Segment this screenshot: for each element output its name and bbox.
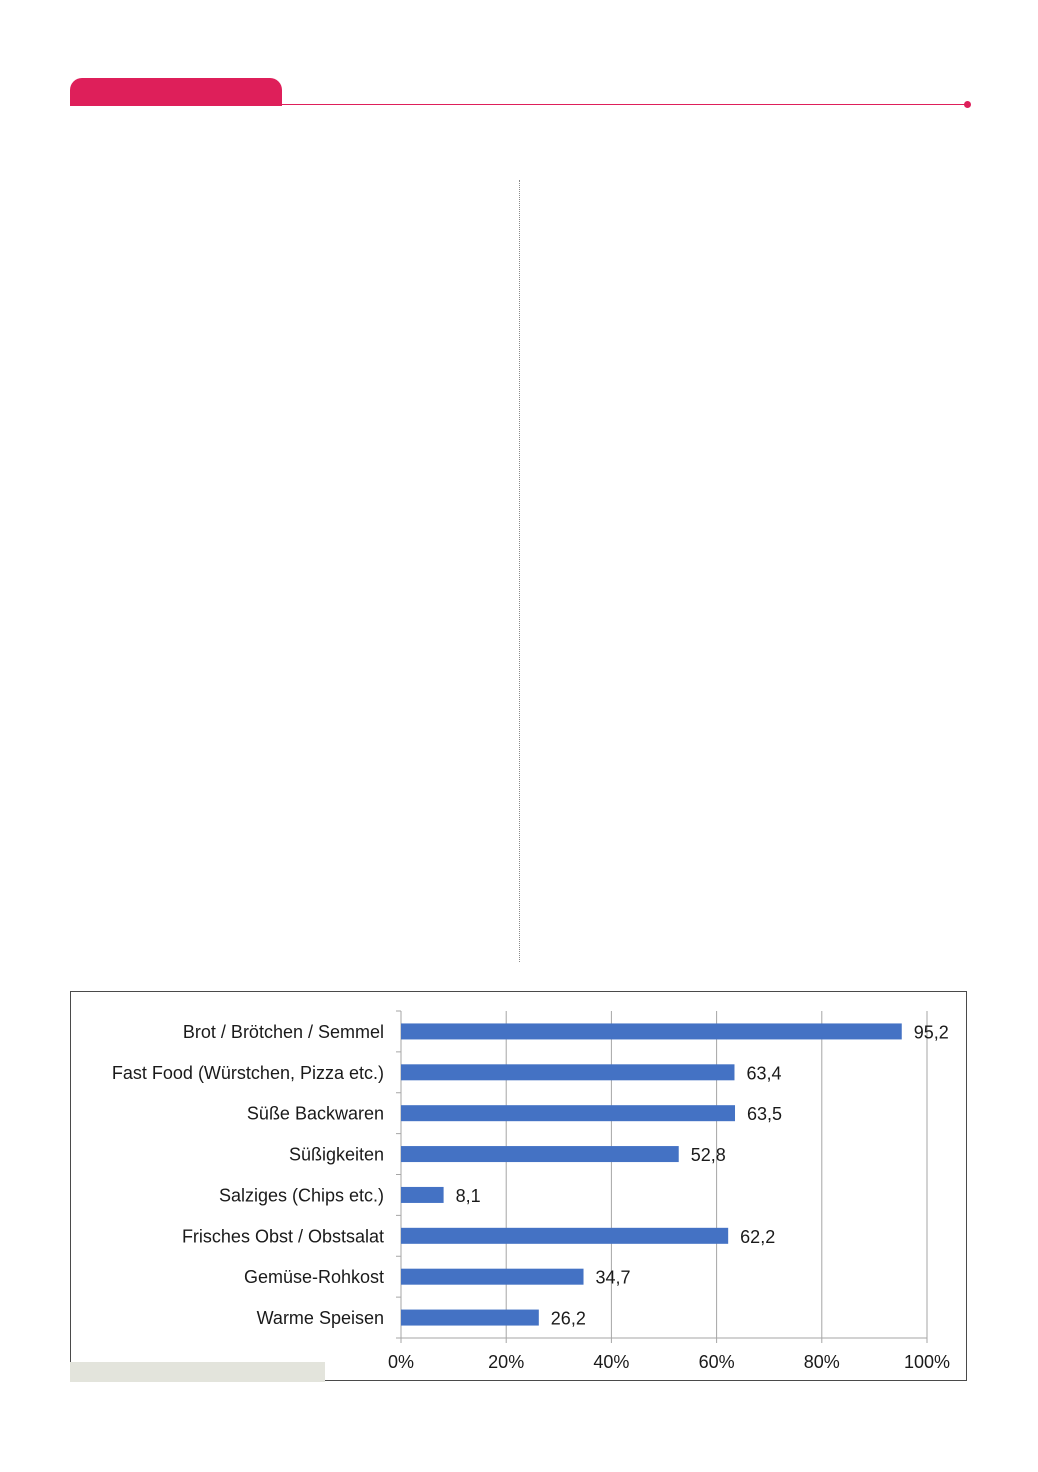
x-tick-label: 0% [387,1352,415,1372]
category-label: Brot / Brötchen / Semmel [182,1021,384,1042]
data-label: 26,2 [550,1308,586,1329]
category-label: Fast Food (Würstchen, Pizza etc.) [111,1062,384,1083]
data-label: 63,4 [746,1063,782,1084]
bar [401,1269,584,1285]
bar [401,1187,444,1203]
x-tick-label: 80% [803,1352,840,1372]
category-label: Salziges (Chips etc.) [218,1185,384,1206]
data-label: 8,1 [455,1185,481,1206]
bar [401,1023,902,1039]
x-tick-label: 100% [903,1352,951,1372]
x-tick-label: 40% [593,1352,630,1372]
data-label: 95,2 [913,1022,949,1043]
data-label: 52,8 [690,1145,726,1166]
bar [401,1310,539,1326]
bar [401,1146,679,1162]
category-label: Warme Speisen [256,1308,384,1329]
bar [401,1105,735,1121]
data-label: 63,5 [747,1104,783,1125]
data-label: 34,7 [595,1267,631,1288]
category-label: Frisches Obst / Obstsalat [181,1226,384,1247]
bar [401,1064,734,1080]
category-label: Süße Backwaren [246,1103,384,1124]
x-tick-label: 60% [698,1352,735,1372]
bar [401,1228,728,1244]
category-label: Gemüse-Rohkost [243,1267,384,1288]
category-label: Süßigkeiten [288,1144,384,1165]
x-tick-label: 20% [488,1352,525,1372]
data-label: 62,2 [740,1226,776,1247]
